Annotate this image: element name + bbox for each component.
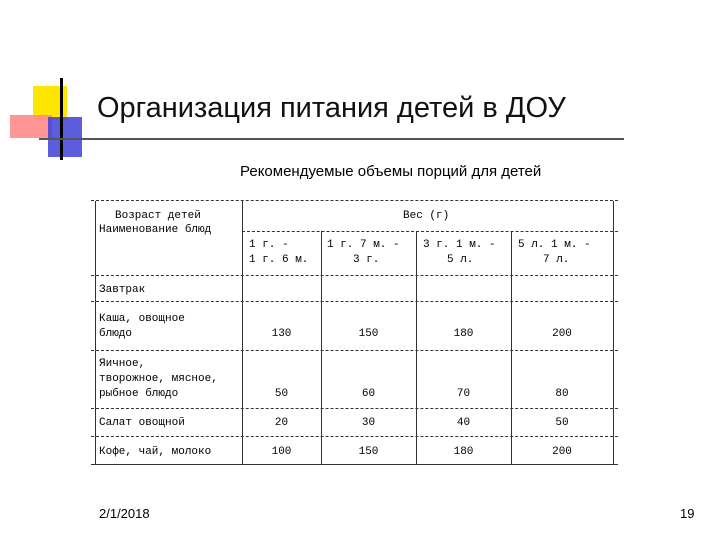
table-rule [91,301,618,302]
row-4-value-3: 180 [453,446,474,458]
row-4-value-1: 100 [271,446,292,458]
portion-table [91,198,618,466]
row-2-value-4: 80 [555,388,569,400]
row-4-value-2: 150 [358,446,379,458]
table-caption: Рекомендуемые объемы порций для детей [240,163,542,180]
decor-blue-square [48,117,82,157]
row-3-value-1: 20 [274,417,289,429]
row-3-label: Салат овощной [99,417,185,429]
row-2-value-2: 60 [361,388,376,400]
table-rule [91,275,618,276]
age-group-1-line2: 1 г. 6 м. [249,254,309,266]
table-rule [91,350,618,351]
row-1-value-3: 180 [453,328,474,340]
decor-vertical-line [60,78,63,160]
table-rule [91,200,618,201]
decor-red-square [10,115,52,138]
row-1-value-1: 130 [271,328,292,340]
section-breakfast: Завтрак [99,284,146,296]
row-3-value-4: 50 [555,417,569,429]
age-group-3-line1: 3 г. 1 м. - [423,239,496,251]
row-1-value-4: 200 [552,328,572,340]
row-1-value-2: 150 [358,328,379,340]
row-3-value-2: 30 [361,417,376,429]
row-4-value-4: 200 [552,446,572,458]
row-2-label-line2: творожное, мясное, [99,373,218,385]
title-underline [39,138,624,140]
age-group-2-line2: 3 г. [353,254,380,266]
age-group-1-line1: 1 г. - [249,239,289,251]
slide-date: 2/1/2018 [99,506,150,521]
row-2-label-line1: Яичное, [99,358,146,370]
slide-title: Организация питания детей в ДОУ [97,92,566,124]
table-rule [91,408,618,409]
table-rule [242,231,618,232]
slide-page-number: 19 [680,506,695,521]
table-border [95,201,96,464]
row-1-label-line2: блюдо [99,328,133,340]
table-border [613,201,614,464]
row-2-label-line3: рыбное блюдо [99,388,179,400]
age-group-4-line1: 5 л. 1 м. - [518,239,591,251]
header-dish: Наименование блюд [99,224,212,236]
age-group-2-line1: 1 г. 7 м. - [327,239,400,251]
table-rule [91,436,618,437]
row-3-value-3: 40 [456,417,471,429]
header-age: Возраст детей [115,210,201,222]
age-group-3-line2: 5 л. [447,254,474,266]
row-2-value-1: 50 [274,388,289,400]
row-2-value-3: 70 [456,388,471,400]
row-4-label: Кофе, чай, молоко [99,446,212,458]
age-group-4-line2: 7 л. [543,254,570,266]
row-1-label-line1: Каша, овощное [99,313,185,325]
table-rule [91,464,618,465]
header-weight: Вес (г) [403,210,450,222]
